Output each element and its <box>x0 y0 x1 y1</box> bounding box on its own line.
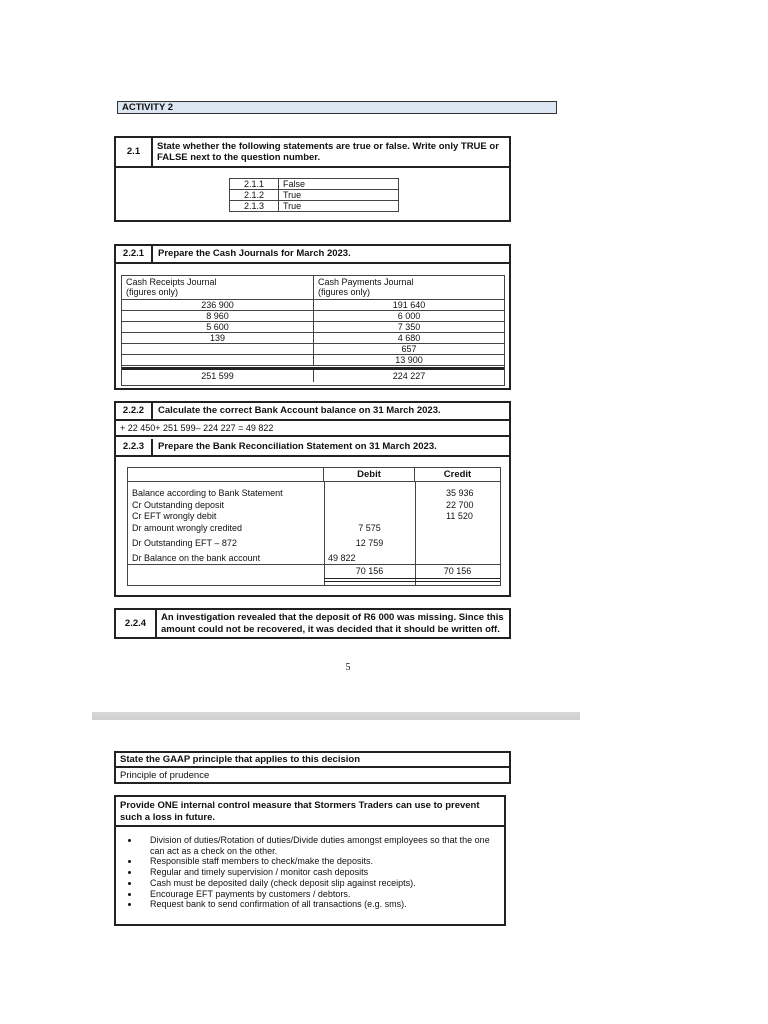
list-item: • Request bank to send confirmation of all transactions (e.g. sms). <box>140 899 504 910</box>
brs-debit: 7 575 <box>358 523 381 533</box>
q21-q: 2.1.1 <box>230 179 279 190</box>
crj-total: 251 599 <box>122 370 314 382</box>
brs-label: Balance according to Bank Statement <box>132 488 283 498</box>
q223-instruction: Prepare the Bank Reconciliation Statement on 31 March 2023. <box>153 439 509 457</box>
cpj-value: 7 350 <box>314 322 504 333</box>
debit-header: Debit <box>324 468 415 482</box>
gaap-answer: Principle of prudence <box>120 770 210 781</box>
list-item: • Encourage EFT payments by customers / debtors. <box>140 889 504 900</box>
internal-control-box <box>114 795 506 926</box>
brs-debit: 12 759 <box>355 538 384 548</box>
table-row <box>230 201 399 212</box>
brs-debit: 49 822 <box>328 553 356 563</box>
brs-credit: 35 936 <box>446 488 474 498</box>
q21-answer-table <box>229 178 399 212</box>
q21-q: 2.1.3 <box>230 201 279 212</box>
cpj-value: 191 640 <box>314 300 504 311</box>
q21-a: True <box>279 190 399 201</box>
cpj-value: 6 000 <box>314 311 504 322</box>
brs-credit <box>446 552 500 564</box>
brs-total-credit: 70 156 <box>443 566 472 576</box>
brs-credit <box>446 522 500 534</box>
table-row <box>230 190 399 201</box>
crj-value: 5 600 <box>122 322 314 333</box>
q224-number: 2.2.4 <box>116 610 157 637</box>
q223-number: 2.2.3 <box>116 439 153 457</box>
credit-header: Credit <box>415 468 500 482</box>
q224-text: An investigation revealed that the deposit of R6 000 was missing. Since this amount could not be recovered, it was decided that it should be written off. <box>161 612 504 635</box>
cpj-value: 4 680 <box>314 333 504 344</box>
activity-title-bar <box>117 101 557 114</box>
list-item: • Regular and timely supervision / monitor cash deposits <box>140 867 504 878</box>
page-number: 5 <box>345 662 351 673</box>
q21-number: 2.1 <box>116 138 153 168</box>
activity-title: ACTIVITY 2 <box>122 102 174 113</box>
q21-instruction: State whether the following statements are true or false. Write only TRUE or FALSE next to the question number. <box>153 138 509 168</box>
crj-title: Cash Receipts Journal <box>126 277 217 287</box>
list-item: • Responsible staff members to check/make the deposits. <box>140 856 504 867</box>
q222-instruction: Calculate the correct Bank Account balance on 31 March 2023. <box>153 403 509 421</box>
crj-value <box>122 344 314 355</box>
cpj-total: 224 227 <box>392 371 426 381</box>
cpj-value: 657 <box>314 344 504 355</box>
brs-debit <box>324 488 415 499</box>
control-question: Provide ONE internal control measure that Stormers Traders can use to prevent such a loss in future. <box>116 797 504 827</box>
brs-label: Dr Balance on the bank account <box>132 553 261 563</box>
gaap-question: State the GAAP principle that applies to this decision <box>116 753 509 768</box>
brs-label: Dr amount wrongly credited <box>132 523 243 533</box>
q222-number: 2.2.2 <box>116 403 153 421</box>
q21-a: False <box>279 179 399 190</box>
page-break-separator <box>92 712 580 720</box>
gaap-question-box <box>114 751 511 784</box>
double-underline <box>324 578 500 582</box>
brs-label: Cr EFT wrongly debit <box>132 511 217 521</box>
list-item: • Division of duties/Rotation of duties/Divide duties amongst employees so that the one can act as a check on the other. <box>140 835 504 856</box>
col-label-header <box>128 468 324 482</box>
question-2-1 <box>114 136 511 222</box>
list-item: • Cash must be deposited daily (check deposit slip against receipts). <box>140 878 504 889</box>
brs-debit <box>324 500 415 511</box>
brs-total-debit: 70 156 <box>355 566 384 576</box>
q21-a: True <box>279 201 399 212</box>
bank-reconciliation-table <box>127 467 501 586</box>
crj-value: 236 900 <box>122 300 314 311</box>
brs-label: Dr Outstanding EFT – 872 <box>132 538 237 548</box>
brs-credit: 22 700 <box>446 500 474 510</box>
crj-header <box>122 276 314 300</box>
crj-value: 8 960 <box>122 311 314 322</box>
q221-instruction: Prepare the Cash Journals for March 2023. <box>153 246 509 264</box>
brs-credit: 11 520 <box>446 511 473 521</box>
control-answer-list <box>116 835 504 910</box>
q222-answer: + 22 450+ 251 599– 224 227 = 49 822 <box>116 421 509 437</box>
question-2-2-2-and-2-2-3 <box>114 401 511 597</box>
crj-value <box>122 355 314 366</box>
cpj-value: 13 900 <box>314 355 504 366</box>
crj-subtitle: (figures only) <box>126 287 179 297</box>
crj-value: 139 <box>122 333 314 344</box>
cpj-header <box>314 276 504 300</box>
cpj-title: Cash Payments Journal <box>318 277 414 287</box>
brs-debit <box>324 511 415 522</box>
brs-label: Cr Outstanding deposit <box>132 500 225 510</box>
q221-number: 2.2.1 <box>116 246 153 264</box>
question-2-2-4 <box>114 608 511 639</box>
brs-credit <box>446 537 500 549</box>
table-row <box>230 179 399 190</box>
q21-q: 2.1.2 <box>230 190 279 201</box>
question-2-2-1 <box>114 244 511 390</box>
cpj-subtitle: (figures only) <box>318 287 371 297</box>
cash-journals-table <box>121 275 505 386</box>
